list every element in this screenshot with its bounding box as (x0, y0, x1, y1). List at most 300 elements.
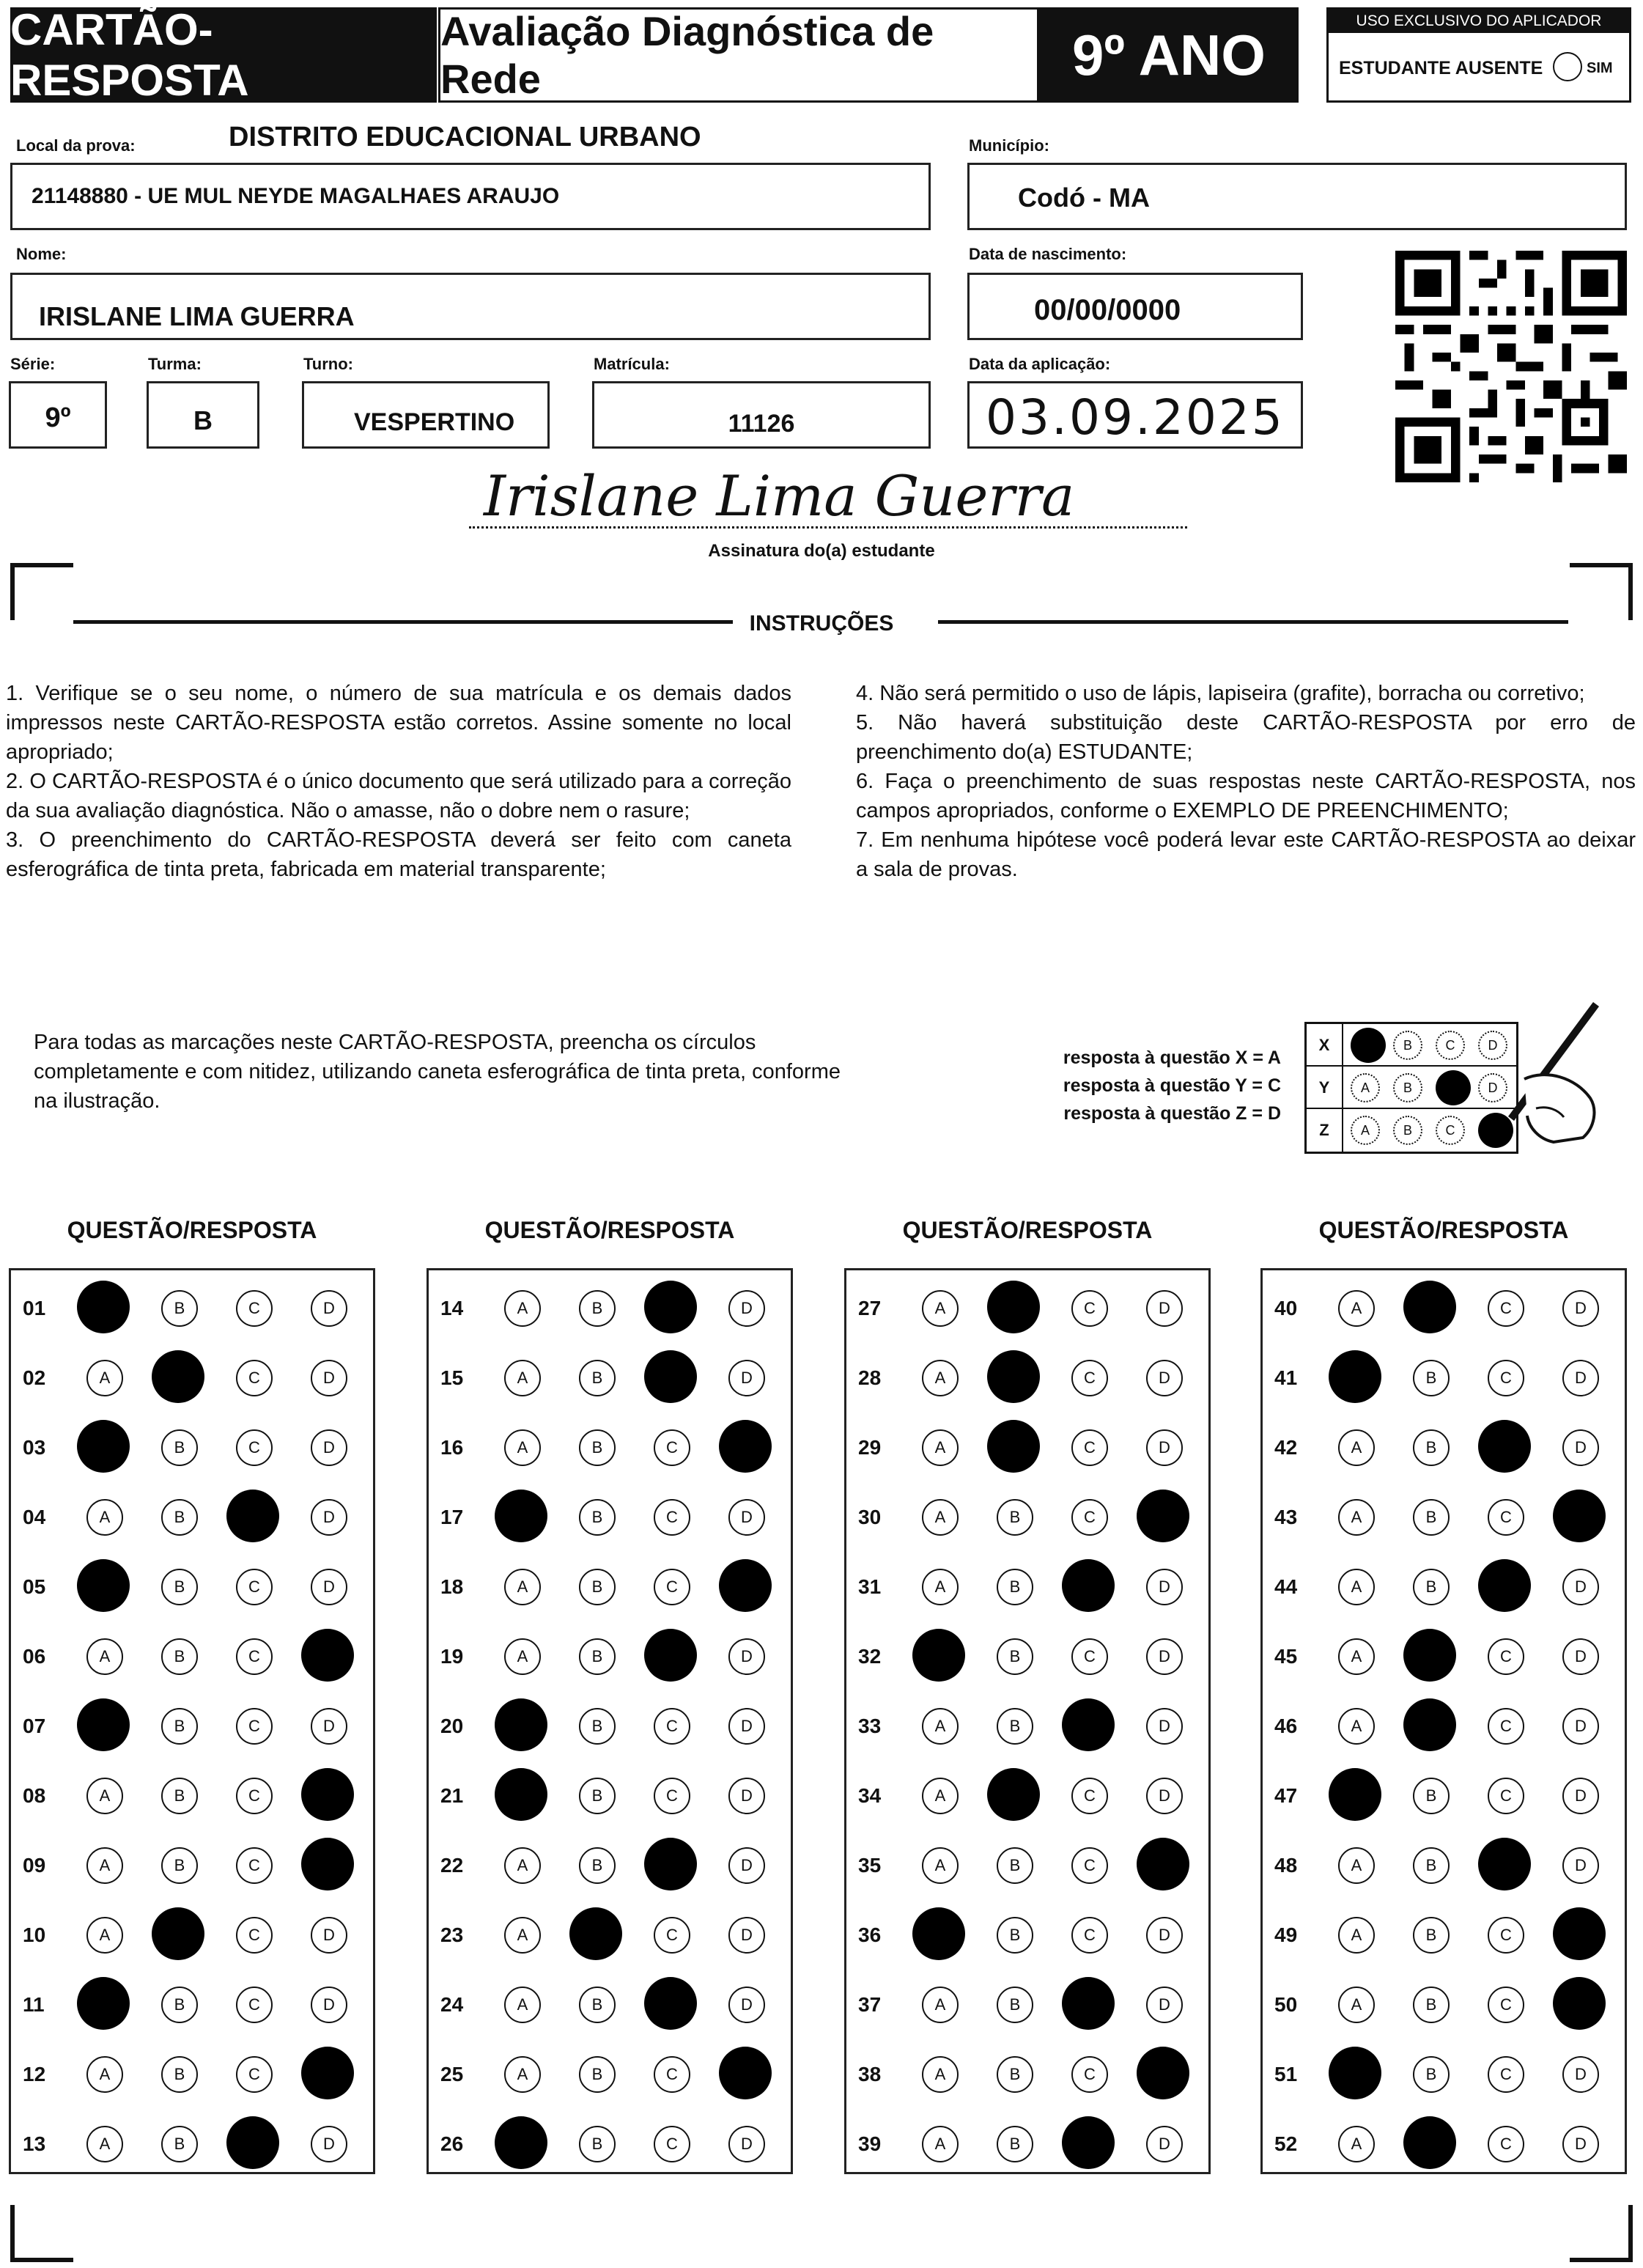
answer-bubble-filled[interactable] (1553, 1977, 1606, 2030)
answer-bubble[interactable] (504, 1569, 541, 1605)
answer-bubble[interactable] (504, 1360, 541, 1396)
bubble-letter: C (1500, 1369, 1512, 1387)
bubble-letter: C (248, 1717, 260, 1735)
answer-bubble[interactable] (1146, 1987, 1183, 2023)
answer-bubble[interactable] (236, 2056, 273, 2093)
question-number: 06 (23, 1645, 46, 1668)
answer-bubble[interactable] (922, 1429, 959, 1466)
answer-bubble[interactable] (654, 1917, 690, 1954)
answer-bubble[interactable] (504, 1638, 541, 1675)
bubble-letter: C (1500, 1717, 1512, 1735)
birth-value: 00/00/0000 (1034, 294, 1181, 326)
answer-bubble[interactable] (1562, 1290, 1599, 1327)
answer-bubble[interactable] (579, 1708, 616, 1745)
answer-bubble[interactable] (1071, 1360, 1108, 1396)
applicator-title: USO EXCLUSIVO DO APLICADOR (1329, 10, 1629, 33)
card-title: CARTÃO-RESPOSTA (10, 7, 437, 103)
bubble-letter: B (174, 1717, 185, 1735)
answer-bubble-filled[interactable] (77, 1977, 130, 2030)
answer-bubble-filled[interactable] (644, 1838, 697, 1890)
answer-bubble[interactable] (1338, 1290, 1375, 1327)
answer-bubble[interactable] (236, 1569, 273, 1605)
bubble-letter: C (666, 1508, 678, 1526)
answer-bubble-filled[interactable] (1403, 1629, 1456, 1682)
answer-bubble[interactable] (997, 1708, 1033, 1745)
answer-bubble[interactable] (728, 1847, 765, 1884)
answer-bubble-filled[interactable] (644, 1350, 697, 1403)
question-number: 32 (858, 1645, 882, 1668)
answer-bubble[interactable] (997, 2056, 1033, 2093)
answer-bubble[interactable] (311, 2126, 347, 2162)
answer-bubble[interactable] (579, 1638, 616, 1675)
answer-bubble[interactable] (1562, 1569, 1599, 1605)
answer-bubble-filled[interactable] (152, 1350, 204, 1403)
answer-bubble[interactable] (1338, 1429, 1375, 1466)
answer-bubble[interactable] (1071, 1917, 1108, 1954)
answer-bubble[interactable] (579, 2056, 616, 2093)
bubble-letter: B (591, 1438, 603, 1457)
answer-bubble-filled[interactable] (1062, 1698, 1115, 1751)
answer-bubble[interactable] (579, 1847, 616, 1884)
question-number: 34 (858, 1784, 882, 1807)
answer-bubble[interactable] (728, 1499, 765, 1536)
answer-bubble-filled[interactable] (644, 1281, 697, 1333)
answer-bubble-filled[interactable] (987, 1420, 1040, 1473)
answer-bubble-filled[interactable] (301, 1838, 354, 1890)
answer-row (846, 1633, 1208, 1677)
answer-bubble-filled[interactable] (1478, 1559, 1531, 1612)
answer-bubble[interactable] (728, 1917, 765, 1954)
answer-bubble[interactable] (1413, 1847, 1450, 1884)
question-number: 52 (1274, 2132, 1298, 2155)
bubble-letter: A (1351, 1647, 1362, 1665)
birth-field (967, 273, 1303, 340)
answer-bubble-filled[interactable] (1478, 1838, 1531, 1890)
answer-bubble[interactable] (1413, 1499, 1450, 1536)
example-row-label: X (1307, 1024, 1343, 1067)
answer-bubble[interactable] (1413, 2056, 1450, 2093)
answer-bubble-filled[interactable] (1137, 1838, 1189, 1890)
answer-bubble-filled[interactable] (1329, 1350, 1381, 1403)
answer-bubble[interactable] (1413, 1917, 1450, 1954)
answer-bubble[interactable] (579, 1290, 616, 1327)
answer-bubble[interactable] (997, 1987, 1033, 2023)
bubble-letter: C (248, 2065, 260, 2083)
answer-bubble[interactable] (161, 1638, 198, 1675)
answer-bubble[interactable] (86, 1778, 123, 1814)
answer-bubble[interactable] (1146, 1638, 1183, 1675)
answer-bubble[interactable] (504, 1290, 541, 1327)
answer-bubble[interactable] (1338, 1708, 1375, 1745)
absent-checkbox[interactable] (1553, 52, 1582, 81)
bubble-letter: D (323, 1369, 335, 1387)
answer-bubble[interactable] (997, 2126, 1033, 2162)
answer-bubble-filled[interactable] (495, 1768, 547, 1821)
answer-bubble[interactable] (236, 1429, 273, 1466)
answer-bubble[interactable] (1146, 1778, 1183, 1814)
answer-bubble[interactable] (728, 2126, 765, 2162)
answer-bubble[interactable] (161, 1290, 198, 1327)
answer-bubble[interactable] (504, 1429, 541, 1466)
answer-bubble[interactable] (1071, 2056, 1108, 2093)
answer-bubble[interactable] (922, 1987, 959, 2023)
answer-bubble[interactable] (1562, 1638, 1599, 1675)
qr-code (1395, 251, 1627, 482)
bubble-letter: A (934, 1995, 946, 2014)
answer-bubble[interactable] (1146, 1917, 1183, 1954)
answer-bubble[interactable] (654, 1778, 690, 1814)
bubble-letter: A (99, 1926, 111, 1944)
answer-bubble[interactable] (1562, 2126, 1599, 2162)
bubble-letter: A (1351, 1995, 1362, 2014)
answer-bubble[interactable] (236, 1638, 273, 1675)
answer-bubble-filled[interactable] (719, 1559, 772, 1612)
answer-bubble[interactable] (161, 1708, 198, 1745)
answer-bubble[interactable] (922, 1499, 959, 1536)
answer-bubble[interactable] (1338, 1847, 1375, 1884)
answer-bubble[interactable] (579, 1987, 616, 2023)
answer-bubble[interactable] (1146, 1429, 1183, 1466)
answer-bubble[interactable] (236, 1987, 273, 2023)
bubble-letter: B (1009, 1995, 1021, 2014)
answer-bubble-filled[interactable] (152, 1907, 204, 1960)
answer-bubble[interactable] (1338, 1499, 1375, 1536)
answer-bubble-filled[interactable] (719, 2047, 772, 2099)
bubble-letter: A (99, 1856, 111, 1874)
answer-bubble-filled[interactable] (1403, 1281, 1456, 1333)
bubble-letter: B (1009, 1856, 1021, 1874)
question-number: 13 (23, 2132, 46, 2155)
answer-bubble[interactable] (161, 1499, 198, 1536)
absent-label: ESTUDANTE AUSENTE (1339, 58, 1543, 78)
answer-bubble[interactable] (1488, 2126, 1524, 2162)
answer-bubble[interactable] (1562, 1778, 1599, 1814)
bubble-letter: B (1009, 1717, 1021, 1735)
answer-bubble[interactable] (654, 1429, 690, 1466)
answer-bubble-filled[interactable] (226, 1490, 279, 1542)
answer-bubble[interactable] (1413, 1429, 1450, 1466)
question-number: 03 (23, 1436, 46, 1459)
answer-bubble[interactable] (311, 1987, 347, 2023)
answer-bubble[interactable] (1413, 1360, 1450, 1396)
answer-bubble[interactable] (1488, 1638, 1524, 1675)
answer-bubble-filled[interactable] (226, 2116, 279, 2169)
answer-bubble[interactable] (1488, 1499, 1524, 1536)
answer-bubble[interactable] (579, 1360, 616, 1396)
question-number: 39 (858, 2132, 882, 2155)
answer-bubble[interactable] (1562, 2056, 1599, 2093)
bubble-letter: A (934, 1369, 946, 1387)
answer-bubble[interactable] (311, 1360, 347, 1396)
bubble-letter: A (934, 2135, 946, 2153)
answer-bubble-filled[interactable] (569, 1907, 622, 1960)
answer-bubble[interactable] (1146, 1708, 1183, 1745)
bubble-letter: C (248, 1577, 260, 1596)
answer-bubble[interactable] (1413, 1778, 1450, 1814)
answer-bubble-filled[interactable] (644, 1629, 697, 1682)
answer-bubble[interactable] (161, 1569, 198, 1605)
answer-bubble[interactable] (311, 1708, 347, 1745)
answer-bubble[interactable] (922, 1708, 959, 1745)
bubble-letter: C (1500, 2065, 1512, 2083)
bubble-letter: C (666, 2065, 678, 2083)
answer-bubble[interactable] (579, 1778, 616, 1814)
question-number: 02 (23, 1366, 46, 1389)
question-number: 29 (858, 1436, 882, 1459)
question-number: 41 (1274, 1366, 1298, 1389)
answer-bubble-filled[interactable] (987, 1350, 1040, 1403)
answer-bubble-filled[interactable] (987, 1281, 1040, 1333)
answer-row (1263, 2051, 1625, 2095)
answer-bubble[interactable] (1146, 1360, 1183, 1396)
answer-bubble[interactable] (1562, 1360, 1599, 1396)
answer-bubble-filled[interactable] (1553, 1490, 1606, 1542)
answer-bubble[interactable] (161, 1987, 198, 2023)
answer-bubble[interactable] (1562, 1429, 1599, 1466)
answer-row (429, 1424, 791, 1468)
answer-bubble-filled[interactable] (77, 1420, 130, 1473)
answer-bubble[interactable] (1071, 1429, 1108, 1466)
answer-row (429, 1912, 791, 1956)
question-number: 11 (23, 1993, 45, 2016)
bubble-letter: D (1159, 1995, 1170, 2014)
question-number: 35 (858, 1854, 882, 1877)
answer-bubble[interactable] (161, 2056, 198, 2093)
answer-bubble[interactable] (1488, 1290, 1524, 1327)
bubble-letter: C (248, 1856, 260, 1874)
bubble-letter: B (174, 1647, 185, 1665)
answer-bubble[interactable] (236, 1847, 273, 1884)
bubble-letter: B (591, 1717, 603, 1735)
question-number: 42 (1274, 1436, 1298, 1459)
answer-bubble[interactable] (1338, 1638, 1375, 1675)
answer-bubble-filled[interactable] (719, 1420, 772, 1473)
answer-bubble-filled[interactable] (1329, 2047, 1381, 2099)
answer-bubble-filled[interactable] (77, 1559, 130, 1612)
answer-bubble-filled[interactable] (77, 1698, 130, 1751)
answer-bubble[interactable] (311, 1917, 347, 1954)
answer-bubble[interactable] (922, 1778, 959, 1814)
answer-bubble[interactable] (728, 1708, 765, 1745)
answer-bubble[interactable] (311, 1429, 347, 1466)
answer-bubble[interactable] (1338, 1917, 1375, 1954)
answer-bubble-filled[interactable] (495, 1490, 547, 1542)
answer-bubble[interactable] (1562, 1847, 1599, 1884)
enrollment-label: Matrícula: (594, 355, 670, 373)
bubble-letter: B (1009, 1577, 1021, 1596)
bubble-letter: B (174, 1508, 185, 1526)
bubble-letter: A (517, 2065, 528, 2083)
answer-bubble[interactable] (1562, 1708, 1599, 1745)
answer-bubble[interactable] (504, 1847, 541, 1884)
bubble-letter: D (1575, 1438, 1587, 1457)
answer-bubble-filled[interactable] (1062, 1559, 1115, 1612)
answer-bubble[interactable] (654, 2126, 690, 2162)
answer-bubble[interactable] (1488, 2056, 1524, 2093)
answer-bubble[interactable] (728, 1778, 765, 1814)
answer-bubble-filled[interactable] (1329, 1768, 1381, 1821)
bubble-letter: A (517, 1577, 528, 1596)
answer-bubble[interactable] (1071, 1638, 1108, 1675)
answer-bubble[interactable] (1071, 1499, 1108, 1536)
answer-row (1263, 1703, 1625, 1747)
answer-bubble-filled[interactable] (495, 2116, 547, 2169)
bubble-letter: C (1084, 1508, 1096, 1526)
bubble-letter: C (248, 1438, 260, 1457)
answer-bubble[interactable] (1071, 1847, 1108, 1884)
answer-bubble[interactable] (161, 1847, 198, 1884)
bubble-letter: B (174, 2135, 185, 2153)
answer-bubble[interactable] (236, 1917, 273, 1954)
answer-bubble-filled[interactable] (1062, 1977, 1115, 2030)
bubble-letter: B (1425, 1786, 1437, 1805)
answer-bubble[interactable] (728, 1290, 765, 1327)
answer-row (11, 1285, 373, 1329)
answer-bubble[interactable] (86, 2126, 123, 2162)
answer-row (1263, 1564, 1625, 1608)
answer-bubble[interactable] (579, 2126, 616, 2162)
answer-bubble-filled[interactable] (1478, 1420, 1531, 1473)
answer-bubble[interactable] (86, 1847, 123, 1884)
answer-bubble[interactable] (161, 2126, 198, 2162)
answer-bubble[interactable] (1071, 1778, 1108, 1814)
answer-bubble[interactable] (311, 1290, 347, 1327)
answer-bubble[interactable] (579, 1429, 616, 1466)
example-line-z: resposta à questão Z = D (1063, 1103, 1281, 1124)
series-value: 9º (45, 402, 71, 433)
answer-bubble[interactable] (922, 2126, 959, 2162)
answer-bubble[interactable] (997, 1847, 1033, 1884)
question-number: 14 (440, 1297, 464, 1319)
shift-label: Turno: (303, 355, 354, 373)
answer-bubble[interactable] (86, 2056, 123, 2093)
example-bubble: B (1393, 1031, 1422, 1060)
bubble-letter: C (1084, 1926, 1096, 1944)
answer-bubble[interactable] (161, 1778, 198, 1814)
answer-bubble[interactable] (236, 1290, 273, 1327)
answer-bubble[interactable] (728, 1638, 765, 1675)
bubble-letter: A (517, 1438, 528, 1457)
answer-bubble[interactable] (1338, 1569, 1375, 1605)
answer-bubble[interactable] (236, 1360, 273, 1396)
answer-bubble-filled[interactable] (1062, 2116, 1115, 2169)
answer-bubble[interactable] (922, 1360, 959, 1396)
answer-bubble[interactable] (1338, 2126, 1375, 2162)
answer-bubble[interactable] (579, 1499, 616, 1536)
answer-bubble[interactable] (1488, 1917, 1524, 1954)
answer-bubble[interactable] (311, 1499, 347, 1536)
answer-bubble-filled[interactable] (301, 1768, 354, 1821)
answer-bubble-filled[interactable] (77, 1281, 130, 1333)
instruction-4: 4. Não será permitido o uso de lápis, lapiseira (grafite), borracha ou corretivo; (856, 682, 1585, 705)
bubble-letter: D (1575, 1856, 1587, 1874)
answer-bubble[interactable] (86, 1499, 123, 1536)
bubble-letter: C (1084, 1786, 1096, 1805)
answer-bubble[interactable] (654, 1569, 690, 1605)
bubble-letter: C (1084, 1438, 1096, 1457)
answer-bubble-filled[interactable] (987, 1768, 1040, 1821)
answer-bubble[interactable] (1488, 1360, 1524, 1396)
answer-bubble-filled[interactable] (1137, 2047, 1189, 2099)
answer-bubble[interactable] (504, 1987, 541, 2023)
answer-bubble[interactable] (86, 1638, 123, 1675)
answer-bubble[interactable] (1146, 2126, 1183, 2162)
answer-bubble[interactable] (922, 1569, 959, 1605)
bubble-letter: B (591, 2065, 603, 2083)
bubble-letter: C (1084, 1369, 1096, 1387)
answer-bubble[interactable] (236, 1778, 273, 1814)
answer-bubble[interactable] (1413, 1569, 1450, 1605)
answer-bubble-filled[interactable] (1403, 2116, 1456, 2169)
answer-bubble[interactable] (922, 1847, 959, 1884)
answer-bubble[interactable] (1488, 1778, 1524, 1814)
answer-bubble[interactable] (1338, 1987, 1375, 2023)
answer-bubble-filled[interactable] (1137, 1490, 1189, 1542)
answer-bubble[interactable] (997, 1917, 1033, 1954)
answer-bubble[interactable] (504, 1917, 541, 1954)
answer-bubble[interactable] (1071, 1290, 1108, 1327)
answer-bubble[interactable] (997, 1638, 1033, 1675)
answer-row (429, 1772, 791, 1816)
question-number: 31 (858, 1575, 882, 1598)
answer-bubble-filled[interactable] (644, 1977, 697, 2030)
answer-bubble[interactable] (1146, 1290, 1183, 1327)
answer-bubble[interactable] (654, 1708, 690, 1745)
answer-bubble-filled[interactable] (301, 2047, 354, 2099)
answer-bubble[interactable] (86, 1360, 123, 1396)
answer-bubble[interactable] (922, 1290, 959, 1327)
example-bubble: D (1478, 1073, 1507, 1102)
answer-bubble[interactable] (1146, 1569, 1183, 1605)
answer-bubble[interactable] (504, 2056, 541, 2093)
bubble-letter: A (517, 1856, 528, 1874)
answer-bubble-filled[interactable] (301, 1629, 354, 1682)
answer-bubble-filled[interactable] (1553, 1907, 1606, 1960)
answer-bubble[interactable] (654, 2056, 690, 2093)
answer-column (844, 1268, 1211, 2174)
answer-bubble[interactable] (579, 1569, 616, 1605)
instructions-left (6, 679, 791, 884)
answer-bubble-filled[interactable] (1403, 1698, 1456, 1751)
answer-bubble[interactable] (1488, 1987, 1524, 2023)
answer-row (846, 1424, 1208, 1468)
answer-bubble[interactable] (728, 1987, 765, 2023)
answer-bubble-filled[interactable] (912, 1907, 965, 1960)
answer-bubble[interactable] (728, 1360, 765, 1396)
answer-bubble-filled[interactable] (495, 1698, 547, 1751)
answer-bubble[interactable] (1488, 1708, 1524, 1745)
question-number: 40 (1274, 1297, 1298, 1319)
answer-bubble[interactable] (654, 1499, 690, 1536)
name-label: Nome: (16, 245, 67, 263)
answer-row (846, 1703, 1208, 1747)
answer-bubble[interactable] (997, 1499, 1033, 1536)
question-number: 47 (1274, 1784, 1298, 1807)
answer-row (1263, 1633, 1625, 1677)
answer-row (1263, 1355, 1625, 1399)
answer-bubble[interactable] (922, 2056, 959, 2093)
bubble-letter: A (934, 1717, 946, 1735)
answer-bubble[interactable] (161, 1429, 198, 1466)
answer-bubble-filled[interactable] (912, 1629, 965, 1682)
bubble-letter: C (1500, 1786, 1512, 1805)
question-number: 51 (1274, 2063, 1298, 2085)
answer-bubble[interactable] (311, 1569, 347, 1605)
answer-bubble[interactable] (997, 1569, 1033, 1605)
answer-bubble[interactable] (236, 1708, 273, 1745)
answer-bubble[interactable] (1413, 1987, 1450, 2023)
answer-bubble[interactable] (86, 1917, 123, 1954)
